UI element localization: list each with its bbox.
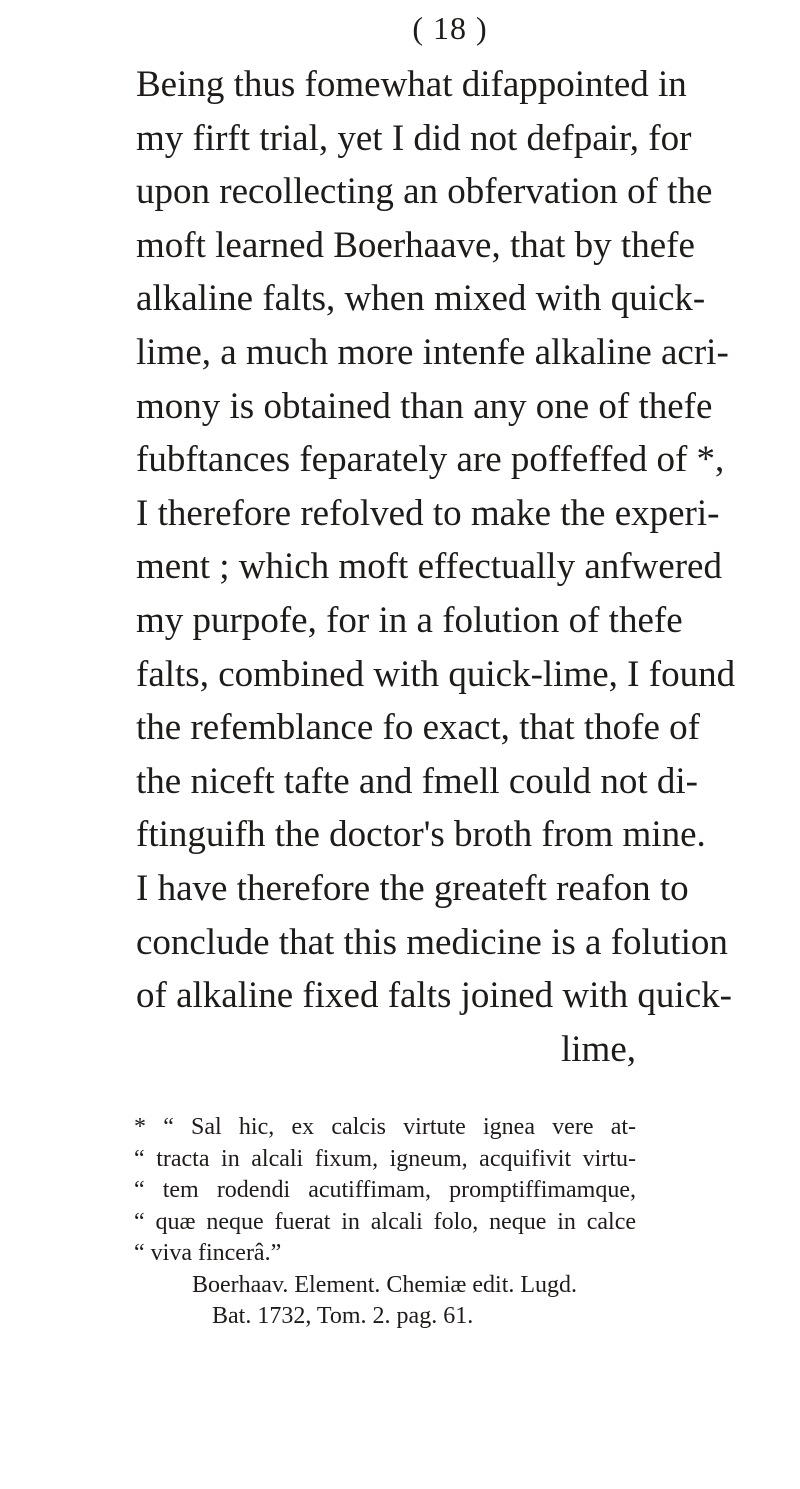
text-line: conclude that this medicine is a folution [136, 921, 728, 963]
text-line: upon recollecting an obfervation of the [136, 171, 713, 213]
text-line-catchword: lime, [560, 1028, 636, 1070]
footnote-line: “ viva fincerâ.” [134, 1240, 282, 1266]
footnote-line: “ tem rodendi acutiffimam, promptiffimamque, [134, 1177, 636, 1203]
text-line: the refemblance fo exact, that thofe of [136, 707, 700, 749]
body-text [136, 58, 736, 1076]
page-header [0, 4, 800, 52]
text-line: of alkaline fixed falts joined with quick- [136, 975, 732, 1017]
text-line: alkaline falts, when mixed with quick- [136, 278, 706, 320]
text-line: mony is obtained than any one of thefe [136, 385, 713, 427]
footnote-line: * “ Sal hic, ex calcis virtute ignea vere at- [134, 1114, 636, 1140]
text-line: I therefore refolved to make the experi- [136, 492, 720, 534]
text-line: fubftances feparately are poffeffed of *, [136, 439, 725, 481]
text-line: Being thus fomewhat difappointed in [136, 64, 687, 105]
footnote-citation: Bat. 1732, Tom. 2. pag. 61. [212, 1303, 474, 1329]
footnote-line: “ quæ neque fuerat in alcali folo, neque in calce [134, 1208, 636, 1235]
text-line: ment ; which moft effectually anfwered [136, 546, 722, 588]
text-line: the niceft tafte and fmell could not di- [136, 760, 698, 802]
text-line: lime, a much more intenfe alkaline acri- [136, 331, 729, 373]
footnote [134, 1112, 636, 1333]
text-line: I have therefore the greateft reafon to [136, 867, 689, 909]
page-number: ( 18 ) [412, 10, 488, 46]
text-line: moft learned Boerhaave, that by thefe [136, 224, 695, 266]
text-line: falts, combined with quick-lime, I found [136, 653, 736, 695]
text-line: my firft trial, yet I did not defpair, for [136, 117, 692, 159]
text-line: my purpofe, for in a folution of thefe [136, 599, 683, 641]
text-line: ftinguifh the doctor's broth from mine. [136, 814, 706, 856]
footnote-citation: Boerhaav. Element. Chemiæ edit. Lugd. [192, 1271, 578, 1298]
footnote-line: “ tracta in alcali fixum, igneum, acquifivit virtu- [134, 1145, 636, 1172]
